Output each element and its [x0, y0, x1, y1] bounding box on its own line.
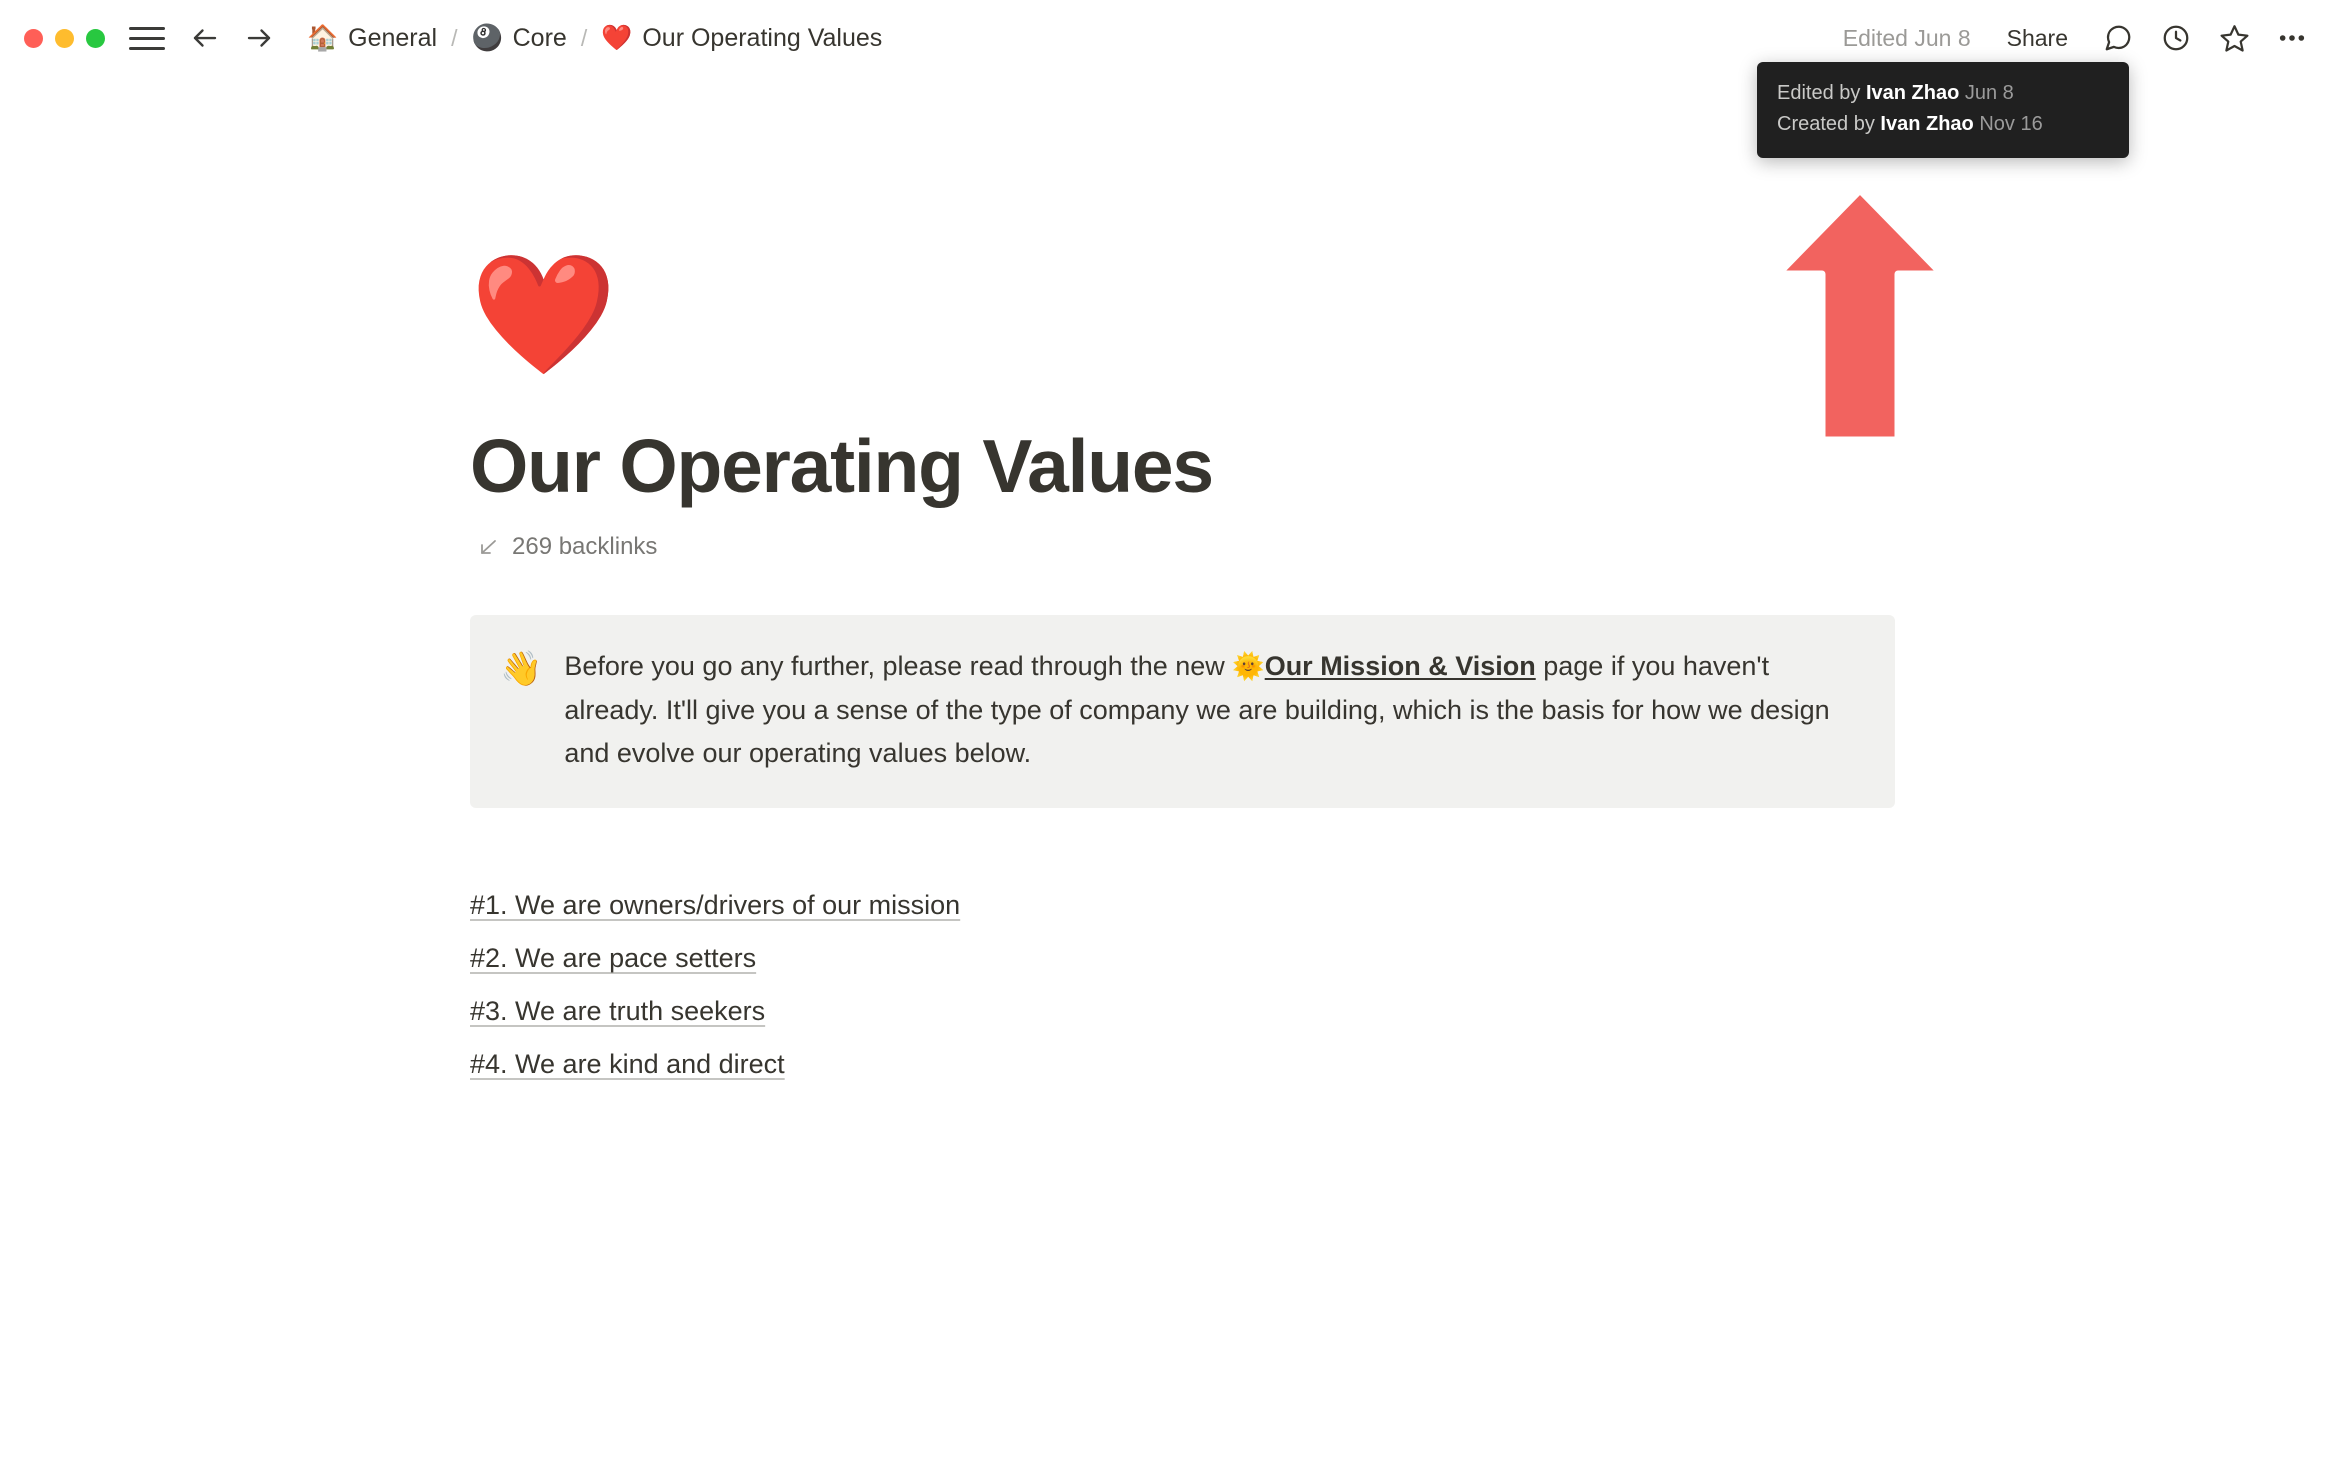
callout-text	[564, 645, 1861, 776]
sun-icon: 🌞	[1232, 651, 1265, 681]
breadcrumb-label-core: Core	[512, 23, 567, 52]
mission-vision-link[interactable]: Our Mission & Vision	[1264, 651, 1536, 681]
breadcrumb-item-current-page[interactable]	[593, 19, 890, 58]
share-button[interactable]: Share	[2006, 24, 2068, 51]
tooltip-created-user: Ivan Zhao	[1880, 113, 1974, 135]
sidebar-toggle-icon[interactable]	[129, 23, 165, 53]
list-item[interactable]: #2. We are pace setters	[470, 943, 757, 974]
breadcrumb-item-core[interactable]	[463, 19, 574, 58]
breadcrumb-separator: /	[451, 24, 458, 51]
breadcrumb-separator: /	[580, 24, 588, 51]
title-bar-actions	[1831, 14, 2316, 62]
backlink-arrow-icon	[476, 535, 500, 559]
star-icon[interactable]	[2210, 14, 2258, 62]
back-arrow-icon[interactable]	[189, 22, 221, 54]
window-controls	[24, 29, 105, 48]
tooltip-edited-prefix: Edited by	[1777, 82, 1861, 104]
tooltip-created-row	[1777, 109, 2109, 140]
breadcrumb	[299, 19, 890, 58]
page-title[interactable]: Our Operating Values	[470, 424, 1213, 508]
tooltip-edited-date: Jun 8	[1964, 82, 2014, 104]
page-link-list	[470, 890, 2348, 1080]
comment-icon[interactable]	[2094, 14, 2142, 62]
callout-text-after: page if you haven't already. It'll give you a sense of the type of company we are building, which is the basis for how we design and evolve our operating values below.	[564, 651, 1830, 769]
breadcrumb-item-general[interactable]	[299, 19, 445, 58]
navigation-arrows	[189, 22, 275, 54]
minimize-window-button[interactable]	[55, 29, 74, 48]
list-item[interactable]: #4. We are kind and direct	[470, 1049, 785, 1080]
list-item[interactable]: #1. We are owners/drivers of our mission	[470, 890, 961, 921]
edited-timestamp[interactable]: Edited Jun 8	[1842, 24, 1971, 51]
callout-text-before: Before you go any further, please read through the new	[564, 651, 1225, 681]
tooltip-edited-user: Ivan Zhao	[1865, 82, 1960, 104]
maximize-window-button[interactable]	[86, 29, 105, 48]
backlinks-count-label: 269 backlinks	[512, 533, 658, 560]
close-window-button[interactable]	[24, 29, 43, 48]
ellipsis-icon[interactable]	[2268, 14, 2316, 62]
tooltip-created-date: Nov 16	[1979, 113, 2043, 135]
eight-ball-icon: 🎱	[471, 23, 503, 52]
page-icon-heart[interactable]: ❤️	[470, 249, 617, 381]
forward-arrow-icon[interactable]	[243, 22, 275, 54]
breadcrumb-label-general: General	[348, 23, 438, 52]
callout-block[interactable]	[470, 615, 1895, 808]
tooltip-edited-row	[1777, 78, 2109, 109]
heart-icon: ❤️	[601, 23, 633, 52]
tooltip-created-prefix: Created by	[1777, 113, 1875, 135]
page-content	[0, 76, 2348, 1080]
breadcrumb-label-current-page: Our Operating Values	[642, 23, 883, 52]
house-icon: 🏠	[307, 23, 339, 52]
clock-icon[interactable]	[2152, 14, 2200, 62]
list-item[interactable]: #3. We are truth seekers	[470, 996, 766, 1027]
backlinks-button[interactable]	[470, 529, 663, 565]
waving-hand-icon: 👋	[500, 650, 543, 688]
edit-history-tooltip	[1757, 62, 2129, 158]
